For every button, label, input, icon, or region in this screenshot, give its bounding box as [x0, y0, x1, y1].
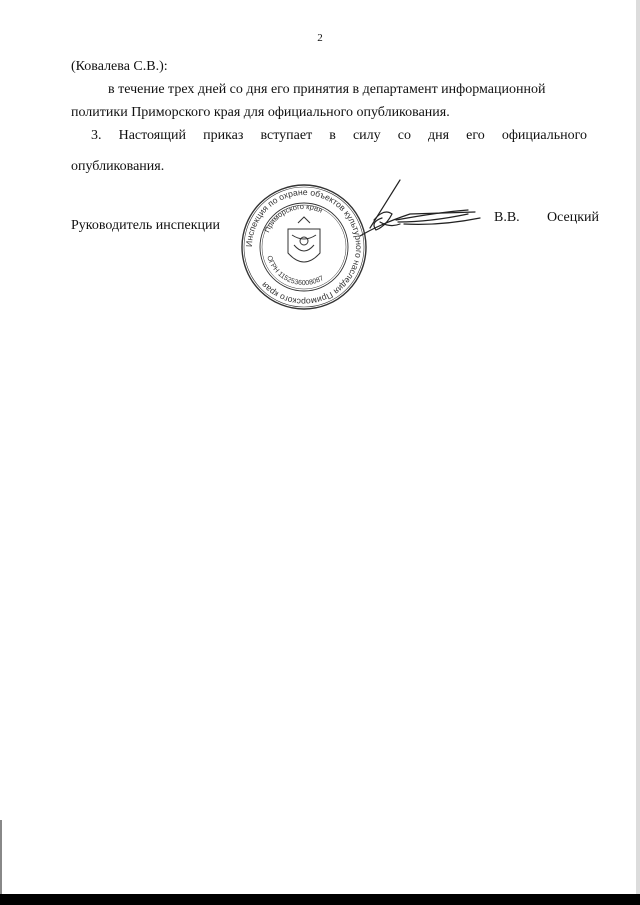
signatory-position: Руководитель инспекции: [71, 218, 220, 233]
recipient-line: (Ковалева С.В.):: [71, 59, 168, 74]
body-line-2: в течение трех дней со дня его принятия в департамент информационной: [108, 82, 546, 97]
body-line-5: опубликования.: [71, 159, 165, 174]
seal-number-text: ОГРН 1152536008087: [265, 254, 326, 288]
seal-emblem-icon: [288, 217, 320, 262]
scan-edge-bottom: [0, 894, 640, 905]
seal-outer-text: Инспекция по охране объектов культурного наследия Приморского края: [243, 186, 365, 308]
scan-edge-right: [636, 0, 640, 905]
signatory-surname: Осецкий: [547, 210, 599, 225]
clause-3-line: 3. Настоящий приказ вступает в силу со дня его официального: [91, 128, 587, 143]
page-number: 2: [317, 32, 323, 44]
scan-edge-left: [0, 820, 2, 895]
body-line-3: политики Приморского края для официального опубликования.: [71, 105, 450, 120]
seal-inner-text: Приморского края: [262, 201, 325, 234]
signatory-initials: В.В.: [494, 210, 520, 225]
handwritten-signature: [340, 178, 490, 248]
